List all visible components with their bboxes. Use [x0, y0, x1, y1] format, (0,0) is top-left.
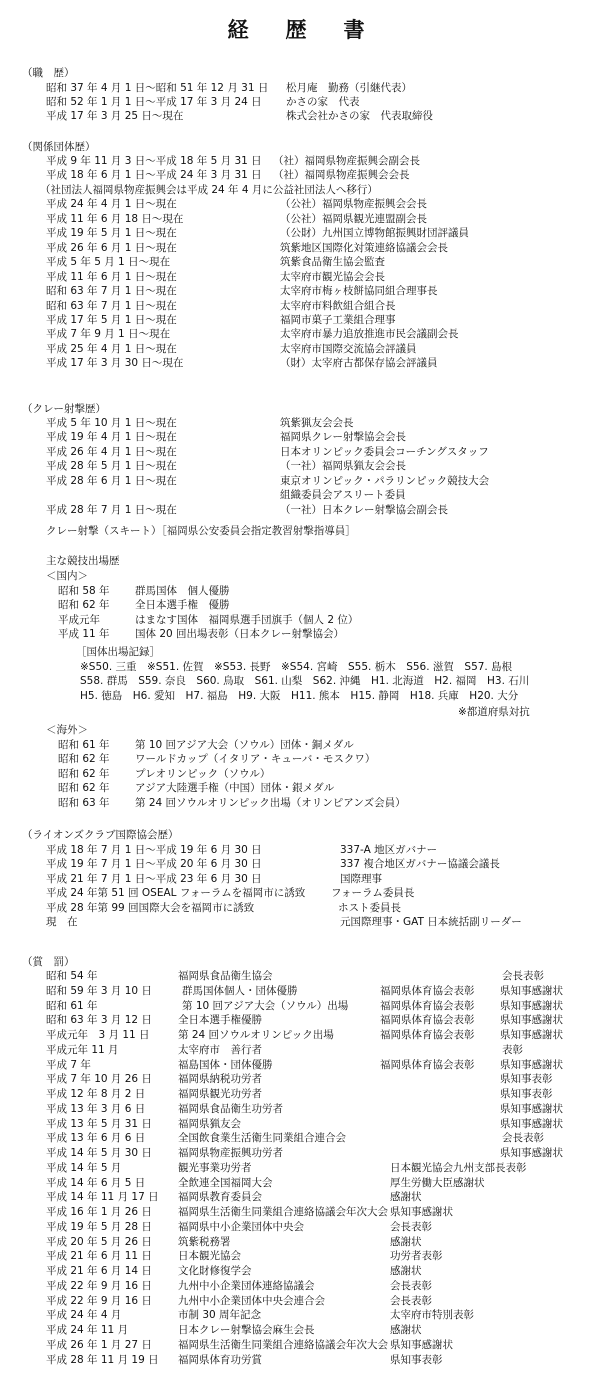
groups-text: 福岡市菓子工業組合理事: [280, 313, 396, 326]
award-org: 福岡県納税功労者: [178, 1073, 262, 1086]
award-by: 感謝状: [390, 1324, 422, 1336]
career-date: 平成 17 年 3 月 25 日〜現在: [46, 110, 184, 122]
groups-note: （社団法人福岡県物産振興会は平成 24 年 4 月に公益社団法人へ移行）: [40, 183, 378, 196]
award-date: 平成 13 年 5 月 31 日: [46, 1117, 152, 1130]
domestic-date: 昭和 62 年: [58, 599, 110, 612]
award-date: 昭和 59 年 3 月 10 日: [46, 984, 152, 997]
award-type: 会長表彰: [502, 1132, 544, 1145]
section-heading-career: （職 歴）: [22, 67, 75, 79]
clay-text: 筑紫猟友会会長: [280, 417, 354, 429]
lions-text: 元国際理事・GAT 日本統括副リーダー: [340, 916, 522, 929]
lions-date: 平成 24 年第 51 回 OSEAL フォーラムを福岡市に誘致: [46, 887, 306, 900]
clay-skeet-line: クレー射撃（スキート）［福岡県公安委員会指定教習射撃指導員］: [46, 525, 356, 537]
results-heading: 主な競技出場歴: [46, 555, 120, 567]
award-type: 県知事感謝状: [500, 1117, 563, 1130]
document-title: 経 歴 書: [227, 18, 373, 42]
award-date: 平成 22 年 9 月 16 日: [46, 1294, 152, 1307]
award-by: 福岡県体育協会表彰: [380, 984, 475, 997]
lions-text: 337 複合地区ガバナー協議会議長: [340, 858, 500, 871]
overseas-date: 昭和 62 年: [58, 753, 110, 766]
award-date: 平成 14 年 6 月 5 日: [46, 1176, 146, 1189]
award-date: 平成 28 年 11 月 19 日: [46, 1353, 159, 1366]
clay-date: 平成 19 年 4 月 1 日〜現在: [46, 431, 177, 444]
award-by: 福岡県体育協会表彰: [380, 1029, 475, 1041]
overseas-heading: ＜海外＞: [46, 724, 88, 736]
overseas-date: 昭和 62 年: [58, 782, 110, 795]
award-org: 日本クレー射撃協会麻生会長: [178, 1324, 315, 1336]
award-by: 県知事感謝状: [390, 1338, 453, 1351]
award-date: 昭和 54 年: [46, 970, 98, 982]
award-date: 平成 14 年 5 月: [46, 1161, 122, 1174]
award-by: 会長表彰: [390, 1279, 432, 1292]
clay-text: 東京オリンピック・パラリンピック競技大会: [280, 474, 490, 487]
overseas-date: 昭和 61 年: [58, 739, 110, 751]
award-type: 県知事感謝状: [500, 999, 563, 1012]
groups-text: 太宰府市国際交流協会評議員: [280, 342, 417, 355]
award-type: 県知事表彰: [500, 1073, 553, 1086]
clay-text: （一社）福岡県猟友会会長: [280, 460, 406, 473]
groups-date: 平成 5 年 5 月 1 日〜現在: [46, 256, 171, 269]
section-heading-groups: （関係団体歴）: [22, 141, 96, 153]
overseas-text: 第 10 回アジア大会（ソウル）団体・銅メダル: [135, 739, 354, 751]
award-org: 太宰府市 善行者: [178, 1043, 262, 1056]
groups-text: 筑紫食品衛生協会監査: [280, 256, 385, 269]
groups-text: 太宰府市観光協会会長: [280, 270, 385, 283]
clay-date: 平成 5 年 10 月 1 日〜現在: [46, 417, 177, 429]
award-by: 福岡県体育協会表彰: [380, 1014, 475, 1027]
groups-text: （公社）福岡県観光連盟副会長: [280, 212, 427, 225]
award-date: 平成 20 年 5 月 26 日: [46, 1235, 152, 1248]
award-date: 平成元年 3 月 11 日: [46, 1029, 150, 1041]
domestic-text: 国体 20 回出場表彰（日本クレー射撃協会）: [135, 628, 345, 641]
domestic-heading: ＜国内＞: [46, 570, 88, 582]
award-by: 福岡県体育協会表彰: [380, 1058, 475, 1071]
clay-text: （一社）日本クレー射撃協会副会長: [280, 503, 448, 516]
groups-text: （財）太宰府古都保存協会評議員: [280, 357, 438, 370]
award-by: 感謝状: [390, 1235, 422, 1248]
groups-date: 平成 24 年 4 月 1 日〜現在: [46, 198, 177, 211]
award-date: 平成 24 年 11 月: [46, 1324, 129, 1336]
domestic-text: 全日本選手権 優勝: [135, 599, 230, 612]
lions-text: 337-A 地区ガバナー: [340, 844, 438, 856]
national-heading: ［国体出場記録］: [76, 646, 160, 658]
groups-date: 平成 18 年 6 月 1 日〜平成 24 年 3 月 31 日: [46, 169, 262, 182]
award-by: 県知事感謝状: [390, 1206, 453, 1218]
award-date: 平成 14 年 5 月 30 日: [46, 1147, 152, 1159]
groups-date: 昭和 63 年 7 月 1 日〜現在: [46, 285, 177, 298]
lions-date: 現 在: [46, 916, 78, 929]
award-org: 福岡県観光功労者: [178, 1088, 262, 1100]
award-org: 福岡県生活衛生同業組合連絡協議会年次大会: [178, 1206, 388, 1218]
award-org: 福岡県食品衛生功労者: [178, 1102, 283, 1115]
clay-text: 福岡県クレー射撃協会会長: [280, 431, 406, 444]
overseas-text: 第 24 回ソウルオリンピック出場（オリンピアンズ会員）: [135, 796, 406, 809]
award-by: 福岡県体育協会表彰: [380, 999, 475, 1012]
groups-date: 昭和 63 年 7 月 1 日〜現在: [46, 299, 177, 312]
award-type: 県知事感謝状: [500, 1102, 563, 1115]
overseas-text: ワールドカップ（イタリア・キューバ・モスクワ）: [135, 753, 376, 766]
lions-date: 平成 18 年 7 月 1 日〜平成 19 年 6 月 30 日: [46, 844, 262, 856]
award-org: 福岡県教育委員会: [178, 1191, 262, 1204]
award-date: 平成 16 年 1 月 26 日: [46, 1206, 152, 1218]
career-text: かさの家 代表: [286, 96, 360, 108]
clay-date: 平成 28 年 7 月 1 日〜現在: [46, 503, 177, 516]
award-date: 平成 7 年: [46, 1058, 91, 1071]
groups-text: （公財）九州国立博物館振興財団評議員: [280, 227, 469, 240]
award-date: 平成 21 年 6 月 14 日: [46, 1265, 152, 1277]
lions-date: 平成 28 年第 99 回国際大会を福岡市に誘致: [46, 901, 255, 914]
section-heading-clay: （クレー射撃歴）: [22, 403, 106, 415]
groups-date: 平成 17 年 3 月 30 日〜現在: [46, 357, 184, 370]
groups-date: 平成 7 年 9 月 1 日〜現在: [46, 328, 171, 341]
award-org: 九州中小企業団体連絡協議会: [178, 1279, 315, 1292]
lions-text: ホスト委員長: [338, 901, 401, 914]
award-org: 全日本選手権優勝: [178, 1014, 262, 1027]
national-record-line: ※S50. 三重 ※S51. 佐賀 ※S53. 長野 ※S54. 宮崎 S55. 栃木 S56. 滋賀 S57. 島根: [80, 661, 513, 673]
award-org: 観光事業功労者: [178, 1161, 252, 1174]
groups-text: （社）福岡県物産振興会副会長: [273, 155, 420, 167]
lions-date: 平成 21 年 7 月 1 日〜平成 23 年 6 月 30 日: [46, 872, 262, 885]
award-org: 福岡県食品衛生協会: [178, 970, 273, 982]
award-by: 日本観光協会九州支部長表彰: [390, 1161, 527, 1174]
domestic-date: 平成 11 年: [58, 628, 110, 641]
award-org: 福岡県中小企業団体中央会: [178, 1220, 304, 1233]
award-org: 日本観光協会: [178, 1250, 241, 1263]
clay-date: 平成 26 年 4 月 1 日〜現在: [46, 445, 177, 458]
award-by: 太宰府市特別表彰: [390, 1309, 474, 1322]
award-date: 平成 22 年 9 月 16 日: [46, 1279, 152, 1292]
award-by: 功労者表彰: [390, 1250, 443, 1263]
clay-text: 組織委員会アスリート委員: [280, 489, 406, 502]
clay-date: 平成 28 年 6 月 1 日〜現在: [46, 474, 177, 487]
award-type: 県知事感謝状: [500, 1014, 563, 1027]
award-type: 県知事表彰: [500, 1088, 553, 1100]
overseas-date: 昭和 62 年: [58, 767, 110, 780]
award-type: 県知事感謝状: [500, 1147, 563, 1159]
award-type: 表彰: [502, 1043, 523, 1056]
groups-date: 平成 19 年 5 月 1 日〜現在: [46, 227, 177, 240]
groups-date: 平成 11 年 6 月 18 日〜現在: [46, 212, 184, 225]
award-org: 全国飲食業生活衛生同業組合連合会: [178, 1132, 346, 1145]
domestic-text: 群馬国体 個人優勝: [135, 585, 230, 597]
section-heading-lions: （ライオンズクラブ国際協会歴）: [22, 829, 179, 841]
award-type: 県知事感謝状: [500, 1029, 563, 1041]
groups-text: 太宰府市料飲組合組合長: [280, 299, 396, 312]
domestic-date: 昭和 58 年: [58, 585, 110, 597]
award-date: 平成 13 年 6 月 6 日: [46, 1132, 146, 1145]
groups-date: 平成 25 年 4 月 1 日〜現在: [46, 342, 177, 355]
award-org: 福岡県物産振興功労者: [178, 1147, 283, 1159]
groups-date: 平成 11 年 6 月 1 日〜現在: [46, 270, 177, 283]
overseas-text: アジア大陸選手権（中国）団体・銀メダル: [135, 782, 335, 795]
award-date: 平成 21 年 6 月 11 日: [46, 1250, 152, 1263]
award-org: 福岡県体育功労賞: [178, 1353, 262, 1366]
career-date: 昭和 52 年 1 月 1 日〜平成 17 年 3 月 24 日: [46, 96, 262, 108]
award-by: 会長表彰: [390, 1220, 432, 1233]
groups-text: 太宰府市梅ヶ枝餅協同組合理事長: [280, 285, 438, 298]
national-record-line: H5. 徳島 H6. 愛知 H7. 福島 H9. 大阪 H11. 熊本 H15. 静岡 H18. 兵庫 H20. 大分: [80, 689, 519, 702]
lions-text: 国際理事: [340, 872, 382, 885]
award-date: 平成 19 年 5 月 28 日: [46, 1220, 152, 1233]
section-heading-awards: （賞 罰）: [22, 956, 75, 968]
award-org: 文化財修復学会: [178, 1265, 252, 1277]
groups-date: 平成 17 年 5 月 1 日〜現在: [46, 313, 177, 326]
award-date: 平成元年 11 月: [46, 1043, 119, 1056]
award-date: 平成 13 年 3 月 6 日: [46, 1102, 146, 1115]
award-date: 平成 26 年 1 月 27 日: [46, 1338, 152, 1351]
award-type: 県知事感謝状: [500, 1058, 563, 1071]
groups-date: 平成 9 年 11 月 3 日〜平成 18 年 5 月 31 日: [46, 155, 262, 167]
award-date: 昭和 61 年: [46, 999, 98, 1012]
award-org: 第 10 回アジア大会（ソウル）出場: [182, 999, 349, 1012]
award-org: 市制 30 周年記念: [178, 1309, 262, 1322]
award-org: 福岡県生活衛生同業組合連絡協議会年次大会: [178, 1338, 388, 1351]
lions-date: 平成 19 年 7 月 1 日〜平成 20 年 6 月 30 日: [46, 858, 262, 871]
groups-text: （社）福岡県物産振興会会長: [273, 169, 410, 182]
award-by: 感謝状: [390, 1191, 422, 1204]
lions-text: フォーラム委員長: [331, 887, 415, 900]
award-org: 九州中小企業団体中央会連合会: [178, 1294, 325, 1307]
career-text: 株式会社かさの家 代表取締役: [286, 110, 433, 122]
award-date: 平成 12 年 8 月 2 日: [46, 1088, 146, 1100]
award-type: 会長表彰: [502, 970, 544, 982]
groups-text: 筑紫地区国際化対策連絡協議会会長: [280, 241, 448, 254]
award-by: 厚生労働大臣感謝状: [390, 1176, 485, 1189]
groups-date: 平成 26 年 6 月 1 日〜現在: [46, 241, 177, 254]
award-date: 平成 24 年 4 月: [46, 1309, 122, 1322]
clay-date: 平成 28 年 5 月 1 日〜現在: [46, 460, 177, 473]
award-by: 県知事表彰: [390, 1353, 443, 1366]
award-by: 感謝状: [390, 1265, 422, 1277]
career-date: 昭和 37 年 4 月 1 日〜昭和 51 年 12 月 31 日: [46, 82, 269, 94]
national-note: ※都道府県対抗: [458, 706, 530, 718]
clay-text: 日本オリンピック委員会コーチングスタッフ: [280, 445, 489, 458]
award-org: 福島国体・団体優勝: [178, 1058, 273, 1071]
domestic-text: はまなす国体 福岡県選手団旗手（個人 2 位）: [135, 613, 359, 626]
career-text: 松月庵 勤務（引継代表）: [286, 82, 412, 94]
award-date: 平成 14 年 11 月 17 日: [46, 1191, 159, 1204]
award-date: 平成 7 年 10 月 26 日: [46, 1073, 152, 1086]
domestic-date: 平成元年: [58, 613, 100, 626]
award-org: 全飲連全国福岡大会: [178, 1176, 273, 1189]
award-type: 県知事感謝状: [500, 984, 563, 997]
award-by: 会長表彰: [390, 1294, 432, 1307]
overseas-date: 昭和 63 年: [58, 796, 110, 809]
award-org: 第 24 回ソウルオリンピック出場: [178, 1029, 334, 1041]
award-date: 昭和 63 年 3 月 12 日: [46, 1014, 152, 1027]
award-org: 筑紫税務署: [178, 1235, 231, 1248]
award-org: 群馬国体個人・団体優勝: [182, 984, 298, 997]
groups-text: 太宰府市暴力追放推進市民会議副会長: [280, 328, 459, 341]
overseas-text: プレオリンピック（ソウル）: [135, 767, 271, 780]
groups-text: （公社）福岡県物産振興会会長: [280, 198, 427, 211]
award-org: 福岡県猟友会: [178, 1117, 241, 1130]
national-record-line: S58. 群馬 S59. 奈良 S60. 鳥取 S61. 山梨 S62. 沖縄 H1. 北海道 H2. 福岡 H3. 石川: [80, 675, 530, 688]
